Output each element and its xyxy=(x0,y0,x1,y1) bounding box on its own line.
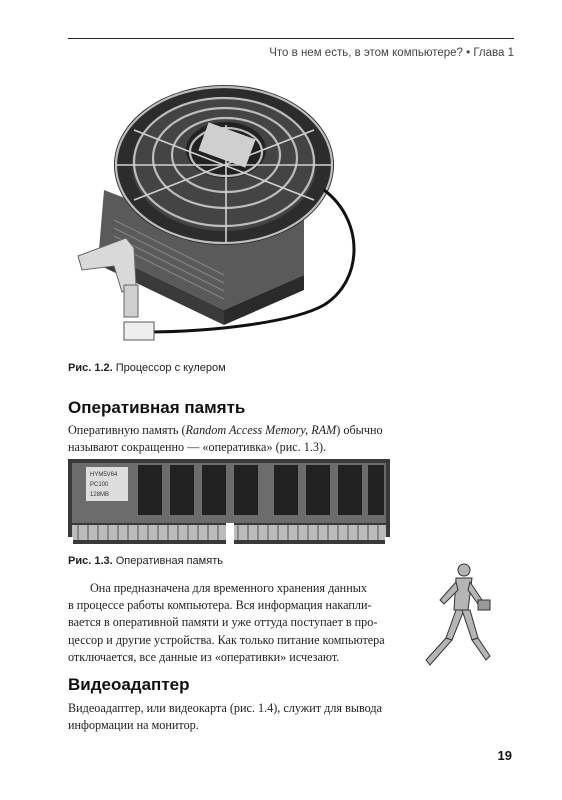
ram-body-line-1: Она предназначена для временного хранения данных xyxy=(90,581,368,595)
ram-body-paragraph xyxy=(68,580,390,666)
ram-intro-line-2: называют сокращенно — «оперативка» (рис. 1.3). xyxy=(68,440,327,455)
ram-body-line-4: цессор и другие устройства. Как только питание компьютера xyxy=(68,632,385,647)
ram-body-line-2: в процессе работы компьютера. Вся информация накапли- xyxy=(68,598,372,613)
section-heading-video: Видеоадаптер xyxy=(68,675,190,694)
ram-intro-paragraph xyxy=(68,422,390,456)
ram-sticker-line-2: PC100 xyxy=(90,482,109,488)
ram-sticker-line-3: 128MB xyxy=(90,492,110,498)
video-line-1: Видеоадаптер, или видеокарта (рис. 1.4), служит для вывода xyxy=(68,701,383,715)
ram-module-image xyxy=(68,459,390,544)
running-figure-illustration xyxy=(418,560,498,675)
ram-body-line-3: вается в оперативной памяти и уже оттуда поступает в про- xyxy=(68,615,378,630)
section-heading-ram: Оперативная память xyxy=(68,398,246,417)
figure-caption-1-2: Рис. 1.2. Процессор с кулером xyxy=(68,362,226,374)
ram-body-line-5: отключается, все данные из «оперативки» исчезают. xyxy=(68,649,340,664)
page-number: 19 xyxy=(497,748,512,763)
header-rule xyxy=(68,38,514,39)
running-head: Что в нем есть, в этом компьютере? • Глава 1 xyxy=(269,47,514,59)
figure-caption-1-3: Рис. 1.3. Оперативная память xyxy=(68,555,223,567)
video-paragraph xyxy=(68,700,390,734)
video-line-2: информации на монитор. xyxy=(68,718,199,733)
ram-intro-line-1: Оперативную память (Random Access Memory, RAM) обычно xyxy=(68,423,383,437)
ram-sticker-line-1: HYM5V64 xyxy=(90,472,118,478)
cpu-cooler-image xyxy=(74,70,374,352)
